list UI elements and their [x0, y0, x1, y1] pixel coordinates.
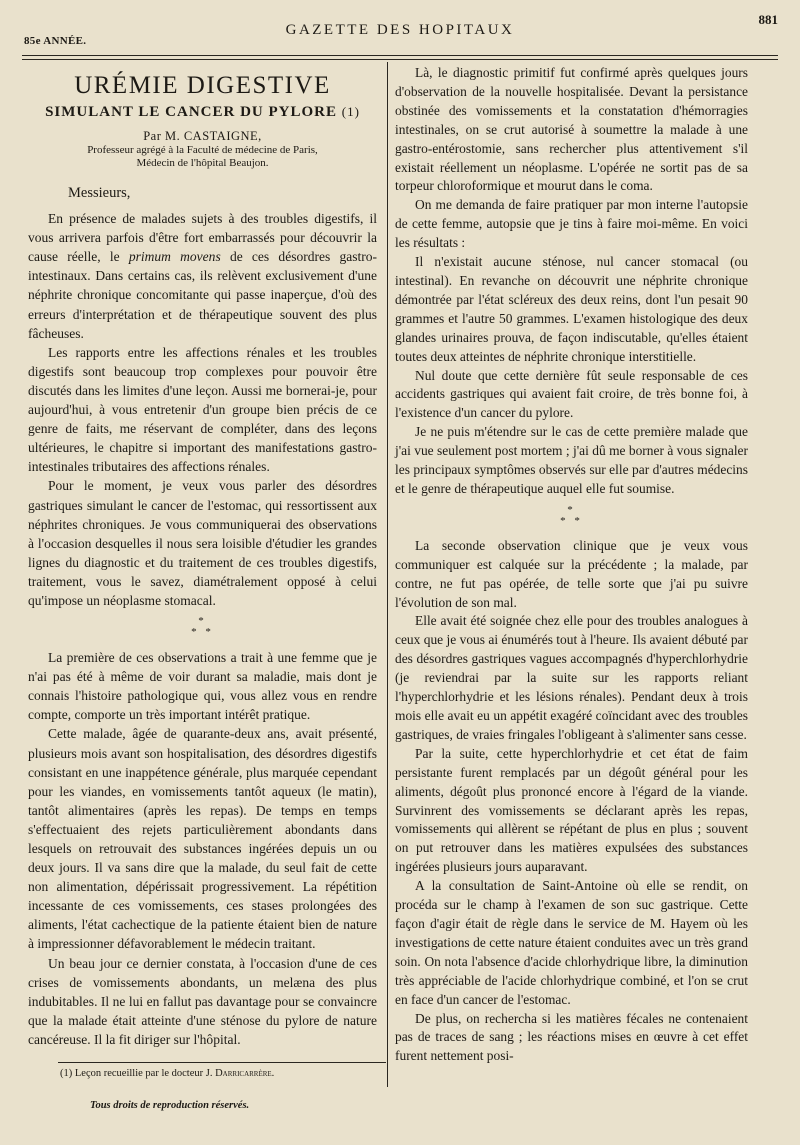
paragraph: Je ne puis m'étendre sur le cas de cette première malade que j'ai vue seulement post mortem ; j'ai dû me borner à vous signaler les principaux symptômes observés sur elle par d'autres médecins et le genre de thérapeutique auquel elle fut soumise.	[395, 424, 748, 496]
paragraph: Les rapports entre les affections rénales et les troubles digestifs sont beaucoup trop complexes pour pouvoir être discutés dans les limites d'une leçon. Aussi me bornerai-je, pour aujourd'hui, à vous entretenir d'un groupe bien précis de ce genre de faits, me réservant de compléter, dans des leçons ultérieures, le chapitre si important des manifestations gastro-intestinales tributaires des affections rénales.	[28, 344, 377, 475]
header-rule	[22, 55, 778, 56]
article-subtitle	[28, 102, 377, 122]
paragraph: La première de ces observations a trait à une femme que je n'ai pas été à même de voir durant sa maladie, mais dont je connais l'histoire pathologique qui, vous allez vous en rendre compte, comporte un très important intérêt pratique.	[28, 650, 377, 723]
paragraph: Nul doute que cette dernière fût seule responsable de ces accidents gastriques qui avaient fait croire, de très bonne foi, à l'existence d'un cancer du pylore.	[395, 367, 748, 421]
paragraph: La seconde observation clinique que je veux vous communiquer est calquée sur la précédente ; la malade, par contre, ne fut pas opérée, de telle sorte que j'ai pu suivre l'évolution de son mal.	[395, 537, 748, 610]
article-subtitle-text: SIMULANT LE CANCER DU PYLORE	[45, 104, 337, 120]
journal-title: GAZETTE DES HOPITAUX	[285, 22, 515, 38]
article-author: Par M. CASTAIGNE,	[143, 129, 262, 143]
right-column	[395, 64, 748, 1066]
paragraph: Là, le diagnostic primitif fut confirmé après quelques jours d'observation de la nouvelle hospitalisée. Devant la persistance obstinée des vomissements et la constatation d'hémorragies intestinales, on se crut autorisé à soumettre la malade à une gastro-entérostomie, sans rechercher plus attentivement s'il existait réellement un néoplasme. L'opérée ne sortit pas de sa torpeur chloroformique et mourut dans le coma.	[395, 65, 748, 194]
paragraph: Pour le moment, je veux vous parler des désordres gastriques simulant le cancer de l'estomac, qui ressortissent aux néphrites chroniques. Je vous communiquerai des observations à l'occasion desquelles il nous sera loisible d'étudier les grandes lignes du diagnostic et du traitement de ces troubles digestifs, traitement, vous le savez, diamétralement opposé à celui qu'impose un néoplasme stomacal.	[28, 478, 377, 608]
paragraph: Par la suite, cette hyperchlorhydrie et cet état de faim persistante furent remplacés par un dégoût général pour les aliments, dégoût plus prononcé encore à l'égard de la viande. Survinrent des vomissements se déclarant après les repas, vomissements qui allèrent se répétant de plus en plus ; souvent on put retrouver dans les matières expulsées des substances ingérées plusieurs jours auparavant.	[395, 745, 748, 875]
footnote-rule	[58, 1062, 386, 1063]
paragraph: On me demanda de faire pratiquer par mon interne l'autopsie de cette femme, autopsie que je tins à faire moi-même. En voici les résultats :	[395, 197, 748, 251]
column-divider	[387, 62, 388, 1087]
footnote-text: (1) Leçon recueillie par le docteur J.	[60, 1068, 216, 1079]
paragraph: A la consultation de Saint-Antoine où elle se rendit, on procéda sur le champ à l'examen de son suc gastrique. Cette façon d'agir était de règle dans le service de M. Hayem où les investigations de cette nature étaient conduites avec un très grand soin. On nota l'absence d'acide chlorhydrique libre, la diminution très appréciable de l'acide chlorhydrique combiné, et l'on se crut en face d'un cancer de l'estomac.	[395, 878, 748, 1007]
affiliation-line-1: Professeur agrégé à la Faculté de médecine de Paris,	[87, 144, 318, 156]
salutation: Messieurs,	[68, 185, 131, 201]
paragraph: Il n'existait aucune sténose, nul cancer stomacal (ou intestinal). En revanche on découvrit une néphrite chronique démontrée par l'état scléreux des deux reins, dont l'un pesait 90 grammes et l'autre 50 grammes. L'examen histologique des deux glandes urinaires prouva, de façon indiscutable, qu'elles étaient toutes deux atteintes de néphrite chronique interstitielle.	[395, 254, 748, 364]
page-header	[22, 10, 778, 50]
section-separator: * * *	[560, 503, 583, 527]
footnote-reference: (1)	[341, 104, 360, 119]
paragraph: Elle avait été soignée chez elle pour des troubles analogues à ceux que je vous ai énumérés tout à l'heure. Ils avaient débuté par des désordres gastriques vagues accompagnés d'hyperchlorhydrie (je reviendrai par la suite sur les rapports reliant l'hyperchlorhydrie et les lésions rénales). Pendant deux à trois mois elle avait eu un appétit exagéré coïncidant avec des troubles gastriques, de vraies fringales l'obligeant à s'alimenter sans cesse.	[395, 613, 748, 742]
header-rule-thin	[22, 59, 778, 60]
author-affiliation	[28, 144, 377, 170]
section-separator: * * *	[191, 615, 214, 639]
page-number: 881	[758, 12, 778, 27]
paragraph: En présence de malades sujets à des troubles digestifs, il vous arrivera parfois d'être fort embarrassés pour découvrir la cause réelle, le primum movens de ces désordres gastro-intestinaux. Dans certains cas, ils relèvent exclusivement d'une néphrite chronique concomitante qui passe inaperçue, d'où des erreurs d'interprétation et de thérapeutique souvent des plus fâcheuses.	[28, 211, 377, 341]
footnote	[60, 1068, 274, 1079]
footnote-author: Darricarrère.	[215, 1068, 275, 1079]
affiliation-line-2: Médecin de l'hôpital Beaujon.	[136, 157, 269, 169]
paragraph: Un beau jour ce dernier constata, à l'occasion d'une de ces crises de vomissements abondants, un melæna des plus indubitables. Il ne lui en fallut pas davantage pour se convaincre que la malade était atteinte d'une sténose du pylore de nature cancéreuse. Il la fit diriger sur l'hôpital.	[28, 955, 377, 1047]
article-title: URÉMIE DIGESTIVE	[74, 72, 331, 99]
paragraph: De plus, on rechercha si les matières fécales ne contenaient pas de traces de sang ; les réactions mises en œuvre à cet effet furent nettement posi-	[395, 1010, 748, 1064]
paragraph: Cette malade, âgée de quarante-deux ans, avait présenté, plusieurs mois avant son hospitalisation, des désordres digestifs consistant en une inappétence générale, plus marquée cependant pour les viandes, en vomissements tantôt aqueux (le matin), tantôt alimentaires (après les repas). De temps en temps s'effectuaient des rejets particulièrement abondants dans lesquels on retrouvait des substances ingérées depuis un ou deux jours. Il va sans dire que la malade, du seul fait de cette non alimentation, dépérissait progressivement. La répétition incessante de ces vomissements, ces stases prolongées des aliments, l'état cachectique de la patiente étaient bien de nature à impressionner défavorablement le médecin traitant.	[28, 726, 377, 952]
volume-year: 85e ANNÉE.	[24, 35, 87, 47]
rights-notice: Tous droits de reproduction réservés.	[90, 1100, 250, 1111]
left-column	[28, 64, 377, 1049]
